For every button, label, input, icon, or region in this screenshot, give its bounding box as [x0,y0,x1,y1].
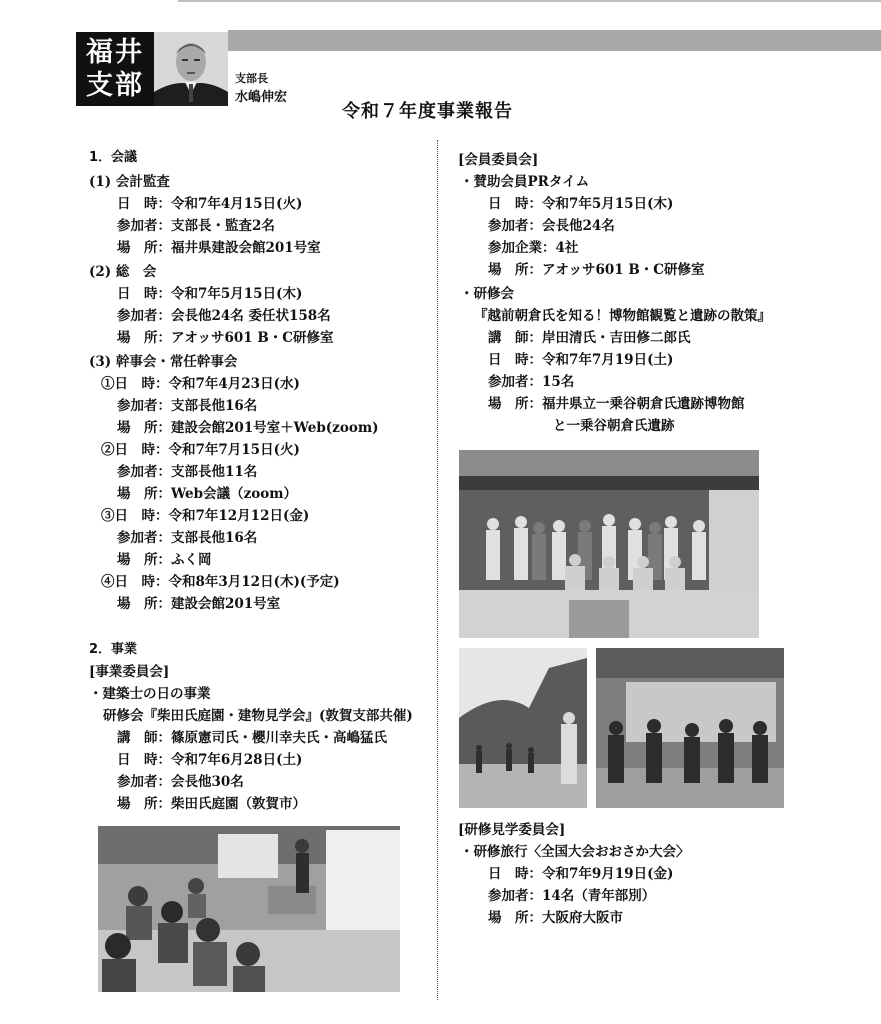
chief-portrait [154,32,228,106]
pr-date: 日 時：令和7年5月15日(木) [488,196,674,212]
museum-photo [596,648,784,808]
column-divider [437,140,438,1000]
seminar-attendees: 参加者：会長他30名 [117,774,244,790]
study-place: 場 所：福井県立一乗谷朝倉氏遺跡博物館 [488,396,745,412]
board1-place: 場 所：建設会館201号室＋Web(zoom) [117,420,379,436]
audit-place: 場 所：福井県建設会館201号室 [117,240,321,256]
board3-attendees: 参加者：支部長他16名 [117,530,258,546]
pr-place: 場 所：アオッサ601 B・C研修室 [488,262,705,278]
chief-name: 水嶋伸宏 [235,90,288,105]
audit-attendees: 参加者：支部長・監査2名 [117,218,275,234]
member-committee-heading: [会員委員会] [458,152,539,168]
subsection-general: (2) 総 会 [89,264,157,280]
pr-time-heading: ・賛助会員PRタイム [460,174,590,190]
board2-attendees: 参加者：支部長他11名 [117,464,258,480]
general-date: 日 時：令和7年5月15日(木) [117,286,303,302]
study-title: 『越前朝倉氏を知る！博物館観覧と遺跡の散策』 [474,308,771,324]
board1-attendees: 参加者：支部長他16名 [117,398,258,414]
seminar-date: 日 時：令和7年6月28日(土) [117,752,303,768]
board4-place: 場 所：建設会館201号室 [117,596,281,612]
architect-day-heading: ・建築士の日の事業 [89,686,211,702]
trip-heading: ・研修旅行〈全国大会おおさか大会〉 [460,844,690,860]
study-date: 日 時：令和7年7月19日(土) [488,352,674,368]
seminar-place: 場 所：柴田氏庭園（敦賀市） [117,796,306,812]
board2-date: ②日 時：令和7年7月15日(火) [101,442,300,458]
board4-date: ④日 時：令和8年3月12日(木)(予定) [101,574,340,590]
board3-place: 場 所：ふく岡 [117,552,212,568]
subsection-board: (3) 幹事会・常任幹事会 [89,354,238,370]
study-heading: ・研修会 [460,286,514,302]
audit-date: 日 時：令和7年4月15日(火) [117,196,303,212]
trip-place: 場 所：大阪府大阪市 [488,910,623,926]
general-attendees: 参加者：会長他24名 委任状158名 [117,308,331,324]
pr-attendees: 参加者：会長他24名 [488,218,615,234]
study-place-cont: と一乗谷朝倉氏遺跡 [553,418,675,434]
board2-place: 場 所：Web会議（zoom） [117,486,298,502]
project-committee-heading: [事業委員会] [89,664,170,680]
site-photo [459,648,587,808]
seminar-lecturers: 講 師：篠原憲司氏・櫻川幸夫氏・高嶋猛氏 [117,730,387,746]
subsection-audit: (1) 会計監査 [89,174,170,190]
branch-name-box: 福井支部 [76,32,154,106]
general-place: 場 所：アオッサ601 B・C研修室 [117,330,334,346]
pr-companies: 参加企業：4社 [488,240,579,256]
chief-role: 支部長 [235,72,268,85]
section-meetings: 1．会議 [89,150,138,165]
section-projects: 2．事業 [89,642,138,657]
top-rule [178,0,881,2]
header-bar [228,30,881,51]
study-lecturers: 講 師：岸田清氏・吉田修二郎氏 [488,330,691,346]
tour-committee-heading: [研修見学委員会] [458,822,566,838]
trip-date: 日 時：令和7年9月19日(金) [488,866,674,882]
seminar-photo [98,826,400,992]
report-title: 令和７年度事業報告 [342,101,513,122]
seminar-title: 研修会『柴田氏庭園・建物見学会』(敦賀支部共催) [103,708,413,724]
study-attendees: 参加者：15名 [488,374,575,390]
board3-date: ③日 時：令和7年12月12日(金) [101,508,310,524]
trip-attendees: 参加者：14名（青年部別） [488,888,656,904]
board1-date: ①日 時：令和7年4月23日(水) [101,376,300,392]
group-photo [459,450,759,638]
